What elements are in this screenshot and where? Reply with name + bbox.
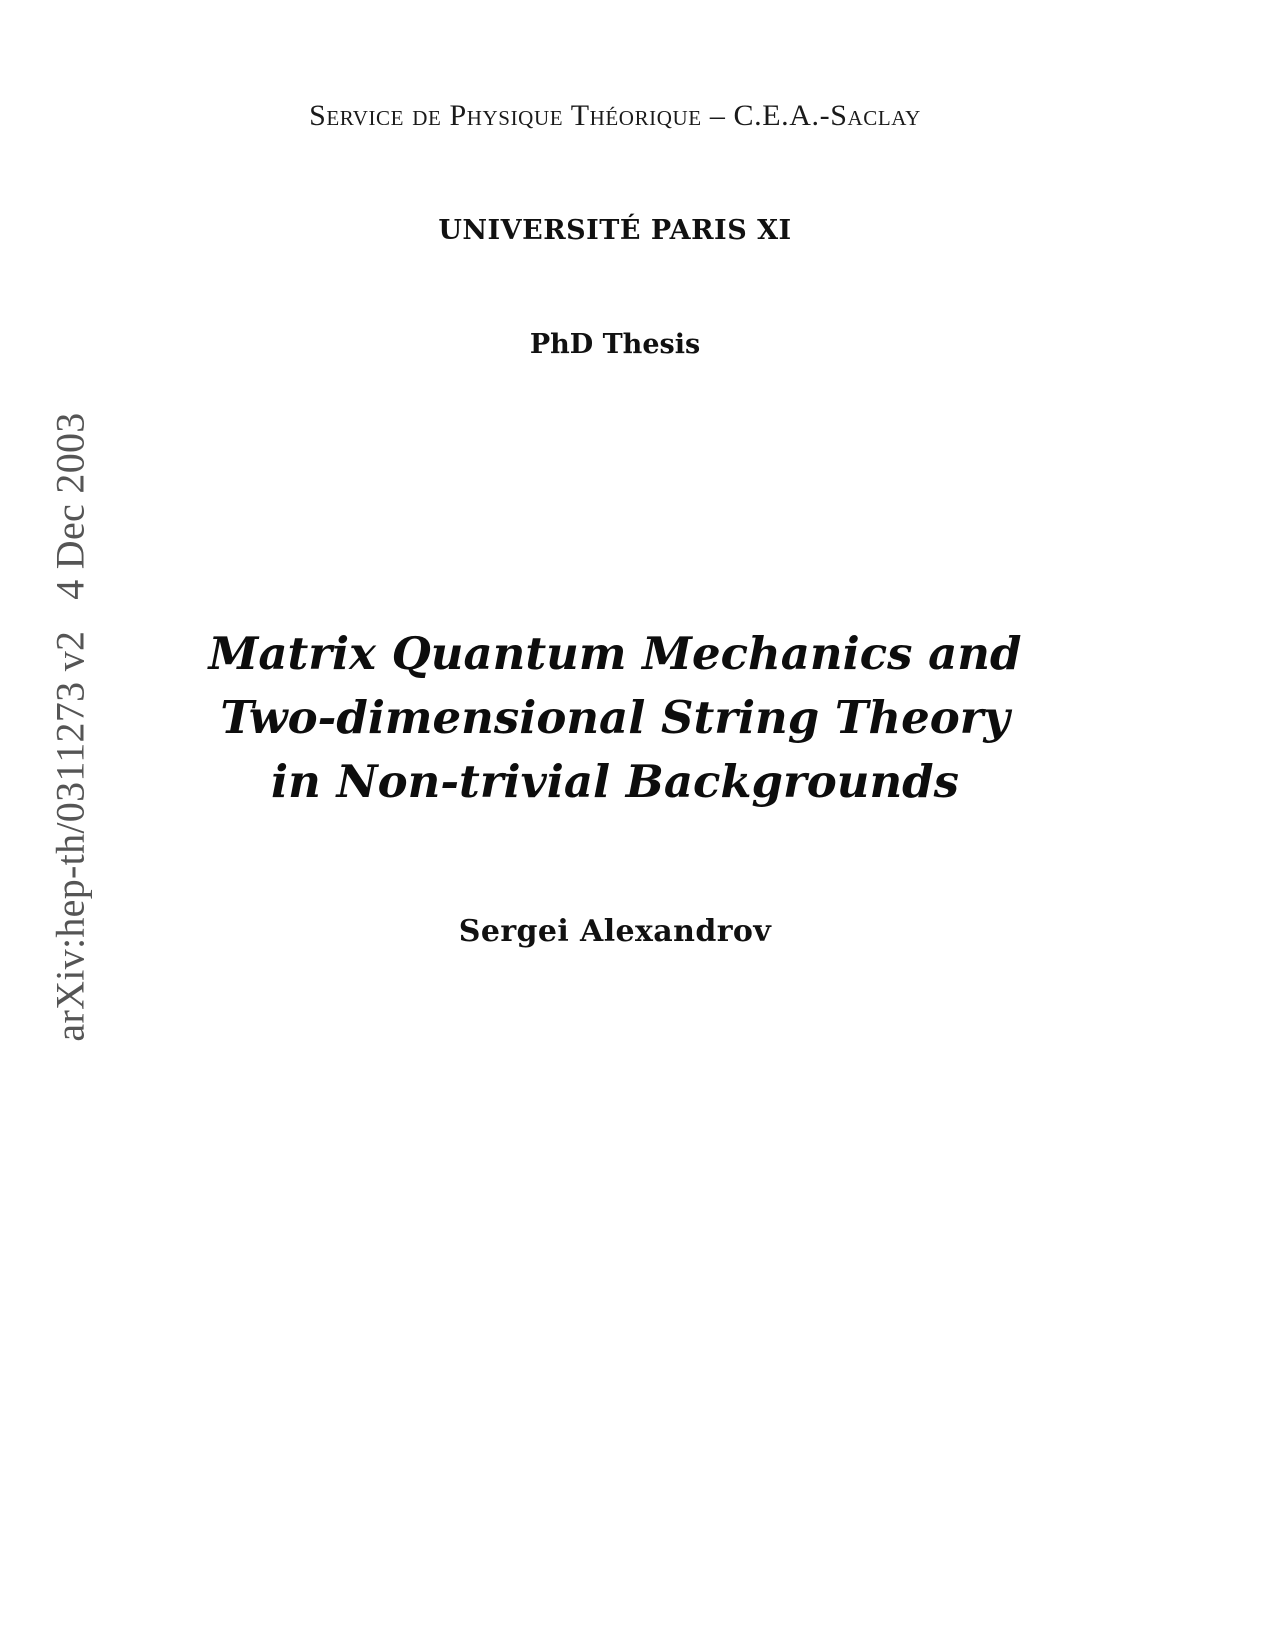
- title-line-2: Two-dimensional String Theory: [220, 691, 1010, 744]
- author-name: Sergei Alexandrov: [458, 914, 772, 949]
- thesis-title: [0, 622, 1230, 814]
- university-name: UNIVERSITÉ PARIS XI: [438, 215, 792, 246]
- title-line-3: in Non-trivial Backgrounds: [271, 755, 959, 808]
- document-type: PhD Thesis: [529, 329, 701, 360]
- title-line-1: Matrix Quantum Mechanics and: [208, 627, 1022, 680]
- arxiv-identifier: arXiv:hep-th/0311273 v2 4 Dec 2003: [47, 412, 93, 1042]
- institution-name: Service de Physique Théorique – C.E.A.-Saclay: [309, 99, 921, 132]
